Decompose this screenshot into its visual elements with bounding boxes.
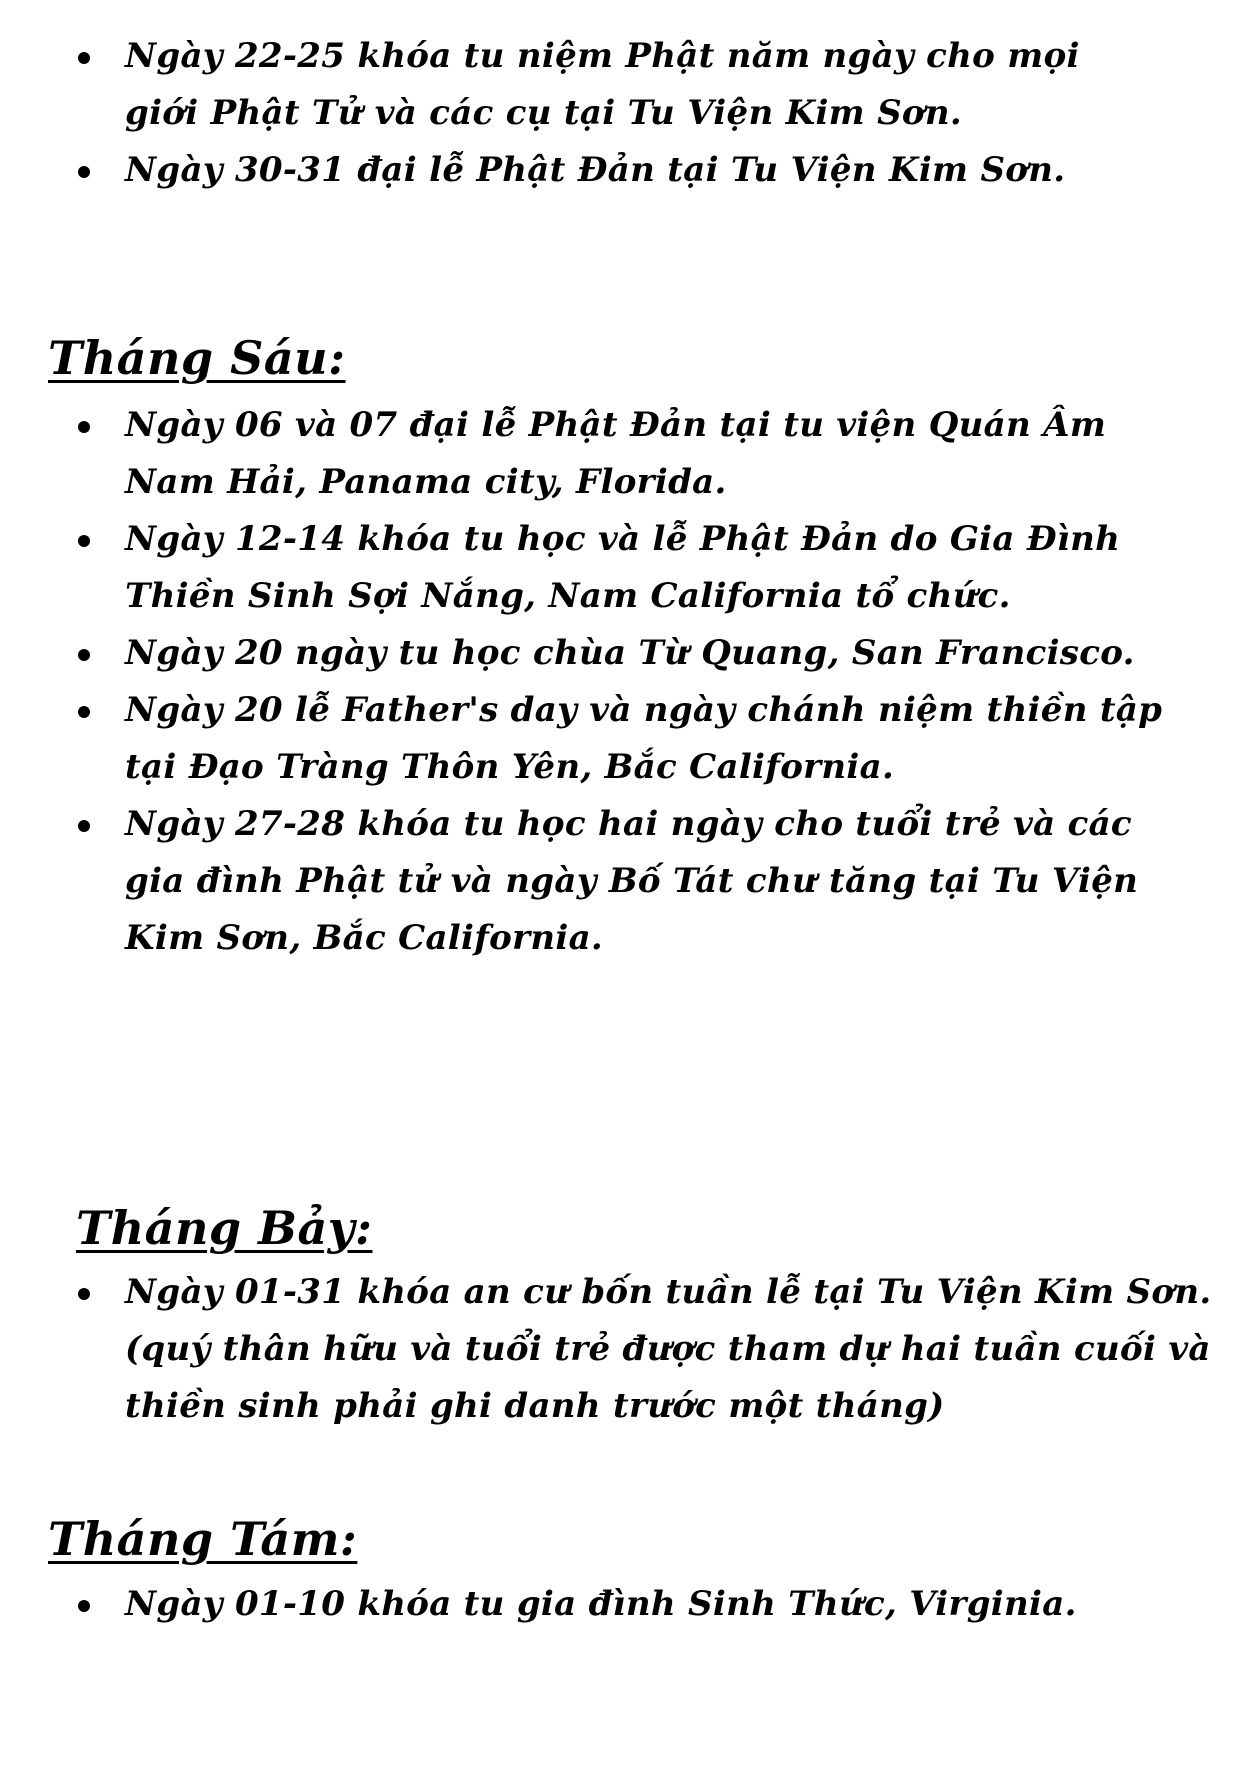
may-event-list	[78, 28, 1198, 199]
bullet-icon	[78, 1288, 90, 1300]
section-heading-july: Tháng Bảy:	[76, 1201, 373, 1255]
bullet-icon	[78, 52, 90, 64]
list-item	[78, 28, 1145, 142]
list-item	[78, 625, 1228, 682]
bullet-icon	[78, 166, 90, 178]
list-item	[78, 796, 1185, 967]
list-item	[78, 142, 1198, 199]
event-text: Ngày 01-31 khóa an cư bốn tuần lễ tại Tu Viện Kim Sơn. (quý thân hữu và tuổi trẻ được tham dự hai tuần cuối và thiền sinh phải ghi danh trước một tháng)	[125, 1272, 1212, 1426]
bullet-icon	[78, 706, 90, 718]
bullet-icon	[78, 421, 90, 433]
bullet-icon	[78, 535, 90, 547]
event-text: Ngày 06 và 07 đại lễ Phật Đản tại tu viện Quán Âm Nam Hải, Panama city, Florida.	[125, 405, 1107, 502]
event-text: Ngày 20 ngày tu học chùa Từ Quang, San Francisco.	[125, 633, 1135, 673]
bullet-icon	[78, 1600, 90, 1612]
list-item	[78, 1264, 1225, 1435]
august-event-list	[78, 1576, 1228, 1633]
bullet-icon	[78, 820, 90, 832]
event-text: Ngày 27-28 khóa tu học hai ngày cho tuổi trẻ và các gia đình Phật tử và ngày Bố Tát chư tăng tại Tu Viện Kim Sơn, Bắc California.	[125, 804, 1139, 958]
list-item	[78, 397, 1145, 511]
list-item	[78, 682, 1225, 796]
bullet-icon	[78, 649, 90, 661]
event-text: Ngày 22-25 khóa tu niệm Phật năm ngày cho mọi giới Phật Tử và các cụ tại Tu Viện Kim Sơn.	[125, 36, 1080, 133]
section-heading-august: Tháng Tám:	[48, 1512, 358, 1566]
list-item	[78, 1576, 1228, 1633]
event-text: Ngày 30-31 đại lễ Phật Đản tại Tu Viện Kim Sơn.	[125, 150, 1066, 190]
list-item	[78, 511, 1145, 625]
event-text: Ngày 20 lễ Father's day và ngày chánh niệm thiền tập tại Đạo Tràng Thôn Yên, Bắc California.	[125, 690, 1163, 787]
june-event-list	[78, 397, 1228, 967]
event-text: Ngày 01-10 khóa tu gia đình Sinh Thức, Virginia.	[125, 1584, 1077, 1624]
july-event-list	[78, 1264, 1228, 1435]
event-text: Ngày 12-14 khóa tu học và lễ Phật Đản do Gia Đình Thiền Sinh Sợi Nắng, Nam California tổ chức.	[125, 519, 1121, 616]
section-heading-june: Tháng Sáu:	[48, 331, 346, 385]
